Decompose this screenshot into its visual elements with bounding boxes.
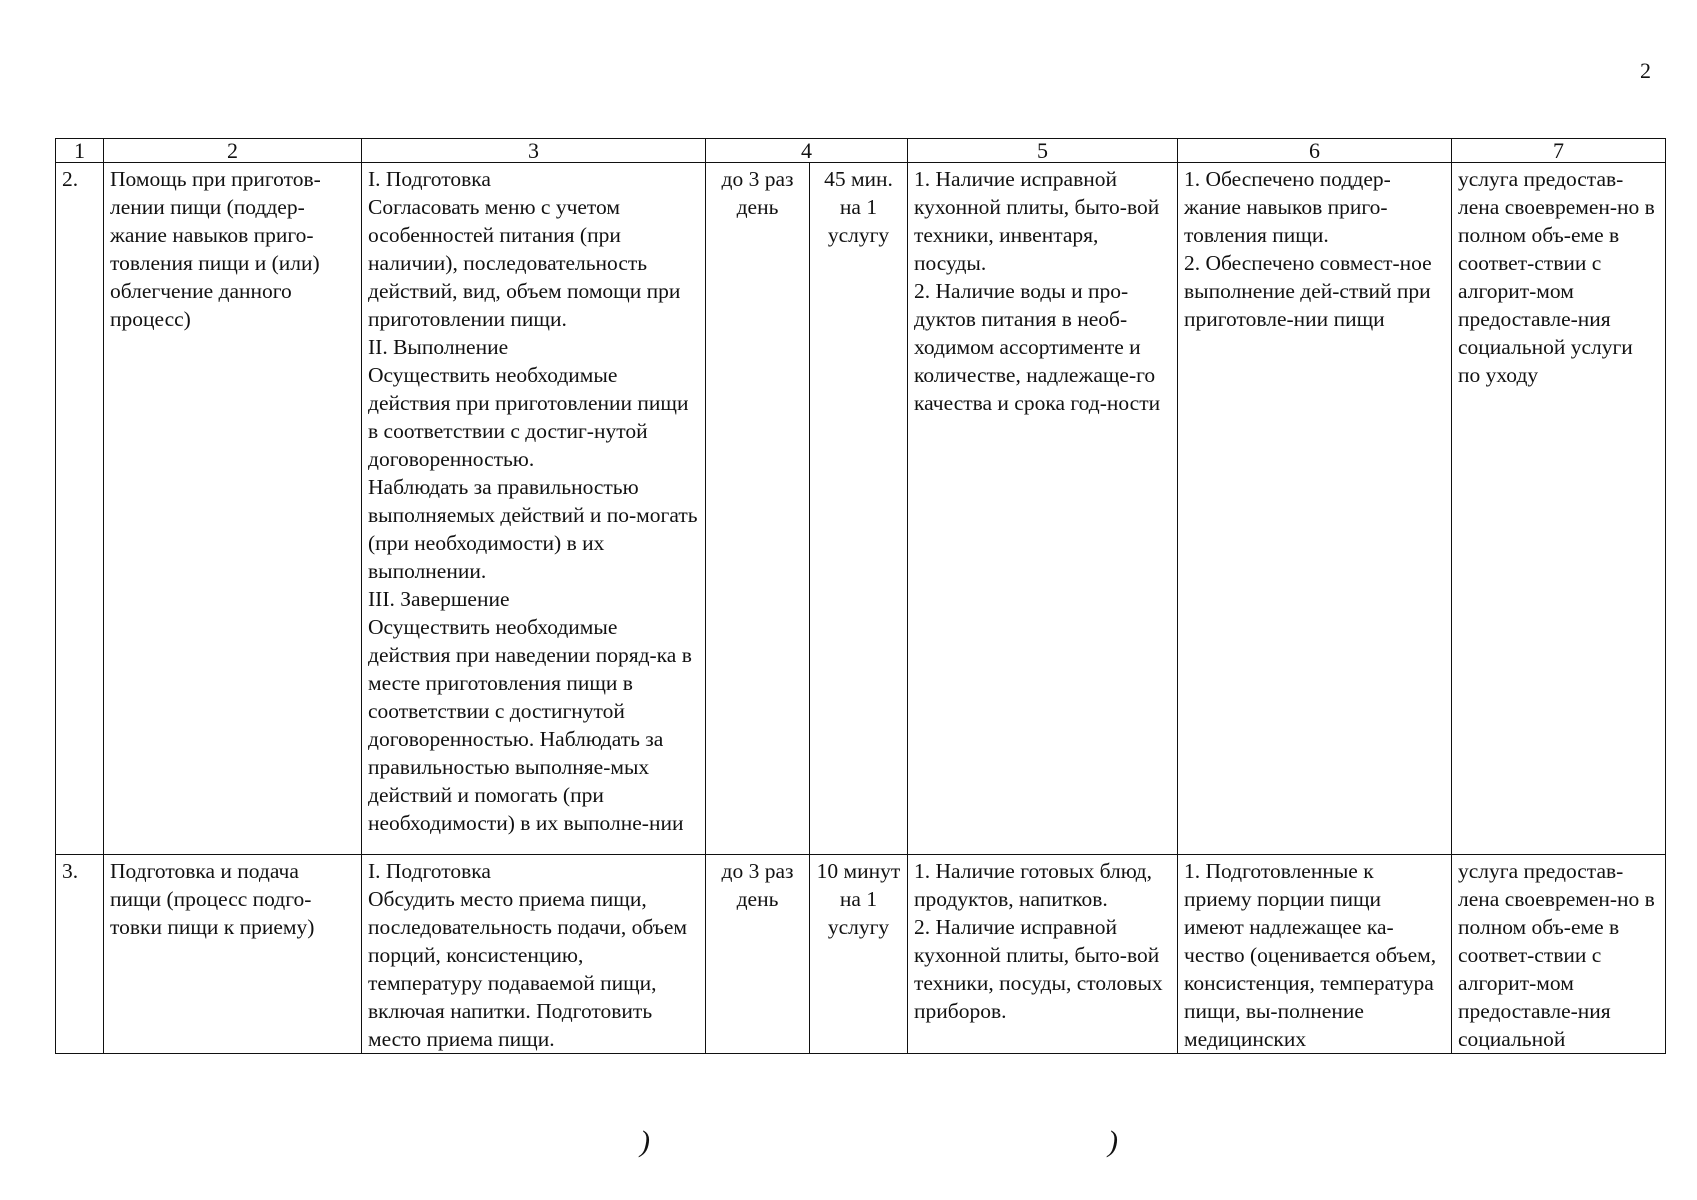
- row-number: 2.: [56, 163, 104, 855]
- description-line: Наблюдать за правильностью выполняемых действий и по-могать (при необходимости) в их выполнении.: [368, 475, 698, 583]
- service-description: [362, 163, 706, 855]
- column-number: 7: [1452, 139, 1666, 163]
- service-duration: 45 мин. на 1 услугу: [810, 163, 908, 855]
- margin-mark: ): [640, 1125, 650, 1158]
- service-conditions: [908, 855, 1178, 1054]
- description-line: Осуществить необходимые действия при приготовлении пищи в соответствии с достиг-нутой договоренностью.: [368, 363, 689, 471]
- page-number: 2: [1640, 58, 1651, 83]
- column-number: 5: [908, 139, 1178, 163]
- description-line: III. Завершение: [368, 587, 510, 611]
- condition-line: 1. Наличие готовых блюд, продуктов, напитков.: [914, 859, 1152, 911]
- table-row: [56, 855, 1666, 1054]
- condition-line: 2. Наличие исправной кухонной плиты, быто-вой техники, посуды, столовых приборов.: [914, 915, 1163, 1023]
- service-frequency: до 3 раз день: [706, 855, 810, 1054]
- service-description: [362, 855, 706, 1054]
- description-line: II. Выполнение: [368, 335, 509, 359]
- column-number: 2: [104, 139, 362, 163]
- description-line: I. Подготовка: [368, 859, 491, 883]
- service-frequency: до 3 раз день: [706, 163, 810, 855]
- column-number: 1: [56, 139, 104, 163]
- description-line: Обсудить место приема пищи, последовательность подачи, объем порций, консистенцию, температуру подаваемой пищи, включая напитки. Подготовить место приема пищи.: [368, 887, 687, 1051]
- description-line: Согласовать меню с учетом особенностей питания (при наличии), последовательность действий, вид, объем помощи при приготовлении пищи.: [368, 195, 681, 331]
- column-number: 3: [362, 139, 706, 163]
- description-line: I. Подготовка: [368, 167, 491, 191]
- service-results: [1178, 855, 1452, 1054]
- service-results: [1178, 163, 1452, 855]
- row-number: 3.: [56, 855, 104, 1054]
- table-row: [56, 163, 1666, 855]
- result-line: 2. Обеспечено совмест-ное выполнение дей-ствий при приготовле-нии пищи: [1184, 251, 1432, 331]
- service-conditions: [908, 163, 1178, 855]
- service-standards-table: [55, 138, 1666, 1054]
- condition-line: 2. Наличие воды и про-дуктов питания в необ-ходимом ассортименте и количестве, надлежаще-го качества и срока год-ности: [914, 279, 1161, 415]
- service-evaluation: услуга предостав-лена своевремен-но в полном объ-еме в соответ-ствии с алгорит-мом предоставле-ния социальной услуги по уходу: [1452, 163, 1666, 855]
- column-number-row: [56, 139, 1666, 163]
- service-name: Помощь при приготов-лении пищи (поддер-жание навыков приго-товления пищи и (или) облегчение данного процесс): [104, 163, 362, 855]
- result-line: 1. Подготовленные к приему порции пищи имеют надлежащее ка-чество (оценивается объем, консистенция, температура пищи, вы-полнение медицинских: [1184, 859, 1437, 1051]
- condition-line: 1. Наличие исправной кухонной плиты, быто-вой техники, инвентаря, посуды.: [914, 167, 1160, 275]
- margin-mark: ): [1108, 1125, 1118, 1158]
- description-line: Осуществить необходимые действия при наведении поряд-ка в месте приготовления пищи в соответствии с достигнутой договоренностью. Наблюдать за правильностью выполняе-мых действий и помогать (при необходимости) в их выполне-нии: [368, 615, 692, 835]
- service-duration: 10 минут на 1 услугу: [810, 855, 908, 1054]
- service-evaluation: услуга предостав-лена своевремен-но в полном объ-еме в соответ-ствии с алгорит-мом предоставле-ния социальной: [1452, 855, 1666, 1054]
- column-number: 6: [1178, 139, 1452, 163]
- result-line: 1. Обеспечено поддер-жание навыков приго-товления пищи.: [1184, 167, 1391, 247]
- service-name: Подготовка и подача пищи (процесс подго-товки пищи к приему): [104, 855, 362, 1054]
- column-number: 4: [706, 139, 908, 163]
